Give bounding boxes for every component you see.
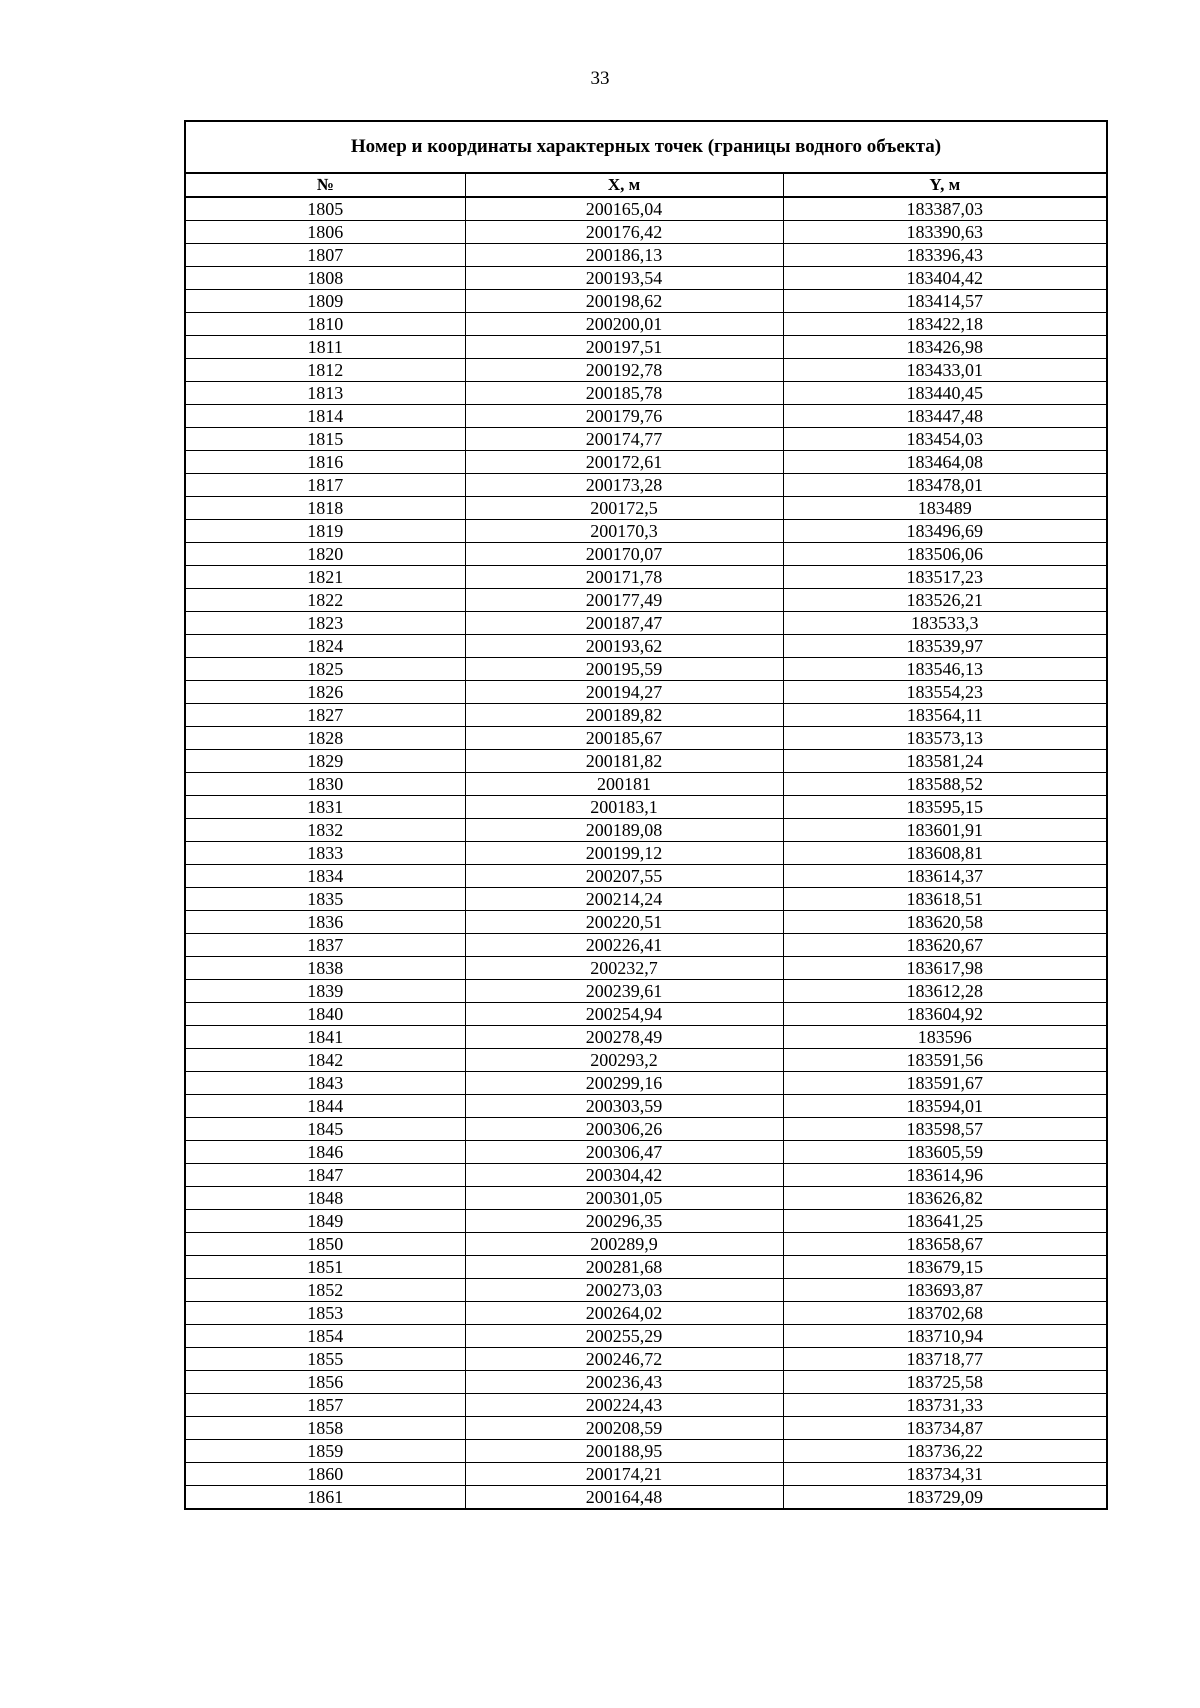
y-coordinate-cell: 183617,98	[783, 957, 1107, 980]
point-number-cell: 1850	[185, 1233, 465, 1256]
x-coordinate-cell: 200289,9	[465, 1233, 783, 1256]
x-coordinate-cell: 200239,61	[465, 980, 783, 1003]
y-coordinate-cell: 183693,87	[783, 1279, 1107, 1302]
x-coordinate-cell: 200186,13	[465, 244, 783, 267]
point-number-cell: 1807	[185, 244, 465, 267]
column-header-y: Y, м	[783, 173, 1107, 197]
y-coordinate-cell: 183422,18	[783, 313, 1107, 336]
y-coordinate-cell: 183598,57	[783, 1118, 1107, 1141]
table-row	[185, 911, 1107, 934]
point-number-cell: 1860	[185, 1463, 465, 1486]
x-coordinate-cell: 200164,48	[465, 1486, 783, 1510]
y-coordinate-cell: 183396,43	[783, 244, 1107, 267]
table-row	[185, 635, 1107, 658]
table-row	[185, 1233, 1107, 1256]
column-header-x: X, м	[465, 173, 783, 197]
point-number-cell: 1849	[185, 1210, 465, 1233]
x-coordinate-cell: 200224,43	[465, 1394, 783, 1417]
x-coordinate-cell: 200192,78	[465, 359, 783, 382]
y-coordinate-cell: 183596	[783, 1026, 1107, 1049]
x-coordinate-cell: 200200,01	[465, 313, 783, 336]
point-number-cell: 1838	[185, 957, 465, 980]
x-coordinate-cell: 200176,42	[465, 221, 783, 244]
x-coordinate-cell: 200236,43	[465, 1371, 783, 1394]
x-coordinate-cell: 200303,59	[465, 1095, 783, 1118]
point-number-cell: 1840	[185, 1003, 465, 1026]
table-row	[185, 1417, 1107, 1440]
table-row	[185, 336, 1107, 359]
x-coordinate-cell: 200232,7	[465, 957, 783, 980]
x-coordinate-cell: 200172,61	[465, 451, 783, 474]
x-coordinate-cell: 200177,49	[465, 589, 783, 612]
table-row	[185, 1325, 1107, 1348]
table-row	[185, 1348, 1107, 1371]
x-coordinate-cell: 200181,82	[465, 750, 783, 773]
y-coordinate-cell: 183612,28	[783, 980, 1107, 1003]
table-row	[185, 957, 1107, 980]
table-row	[185, 727, 1107, 750]
x-coordinate-cell: 200172,5	[465, 497, 783, 520]
table-row	[185, 1187, 1107, 1210]
y-coordinate-cell: 183489	[783, 497, 1107, 520]
y-coordinate-cell: 183440,45	[783, 382, 1107, 405]
table-row	[185, 359, 1107, 382]
table-row	[185, 773, 1107, 796]
table-body	[185, 197, 1107, 1509]
table-row	[185, 1141, 1107, 1164]
x-coordinate-cell: 200170,3	[465, 520, 783, 543]
point-number-cell: 1854	[185, 1325, 465, 1348]
table-row	[185, 451, 1107, 474]
point-number-cell: 1861	[185, 1486, 465, 1510]
table-row	[185, 221, 1107, 244]
x-coordinate-cell: 200299,16	[465, 1072, 783, 1095]
x-coordinate-cell: 200246,72	[465, 1348, 783, 1371]
point-number-cell: 1811	[185, 336, 465, 359]
point-number-cell: 1816	[185, 451, 465, 474]
table-row	[185, 1072, 1107, 1095]
x-coordinate-cell: 200197,51	[465, 336, 783, 359]
y-coordinate-cell: 183496,69	[783, 520, 1107, 543]
x-coordinate-cell: 200273,03	[465, 1279, 783, 1302]
x-coordinate-cell: 200293,2	[465, 1049, 783, 1072]
table-row	[185, 497, 1107, 520]
y-coordinate-cell: 183564,11	[783, 704, 1107, 727]
y-coordinate-cell: 183591,56	[783, 1049, 1107, 1072]
table-row	[185, 1486, 1107, 1510]
table-row	[185, 842, 1107, 865]
x-coordinate-cell: 200171,78	[465, 566, 783, 589]
point-number-cell: 1832	[185, 819, 465, 842]
table-row	[185, 543, 1107, 566]
point-number-cell: 1828	[185, 727, 465, 750]
table-row	[185, 1463, 1107, 1486]
point-number-cell: 1818	[185, 497, 465, 520]
x-coordinate-cell: 200194,27	[465, 681, 783, 704]
point-number-cell: 1826	[185, 681, 465, 704]
point-number-cell: 1843	[185, 1072, 465, 1095]
y-coordinate-cell: 183702,68	[783, 1302, 1107, 1325]
point-number-cell: 1841	[185, 1026, 465, 1049]
y-coordinate-cell: 183581,24	[783, 750, 1107, 773]
table-row	[185, 474, 1107, 497]
point-number-cell: 1845	[185, 1118, 465, 1141]
point-number-cell: 1858	[185, 1417, 465, 1440]
y-coordinate-cell: 183658,67	[783, 1233, 1107, 1256]
y-coordinate-cell: 183725,58	[783, 1371, 1107, 1394]
point-number-cell: 1830	[185, 773, 465, 796]
table-row	[185, 1302, 1107, 1325]
y-coordinate-cell: 183588,52	[783, 773, 1107, 796]
point-number-cell: 1814	[185, 405, 465, 428]
table-row	[185, 244, 1107, 267]
table-row	[185, 589, 1107, 612]
point-number-cell: 1852	[185, 1279, 465, 1302]
point-number-cell: 1806	[185, 221, 465, 244]
table-row	[185, 1049, 1107, 1072]
x-coordinate-cell: 200165,04	[465, 197, 783, 221]
point-number-cell: 1805	[185, 197, 465, 221]
x-coordinate-cell: 200207,55	[465, 865, 783, 888]
y-coordinate-cell: 183554,23	[783, 681, 1107, 704]
x-coordinate-cell: 200189,08	[465, 819, 783, 842]
y-coordinate-cell: 183390,63	[783, 221, 1107, 244]
y-coordinate-cell: 183414,57	[783, 290, 1107, 313]
y-coordinate-cell: 183533,3	[783, 612, 1107, 635]
table-title-row	[185, 121, 1107, 173]
table-row	[185, 612, 1107, 635]
table-row	[185, 1095, 1107, 1118]
table-row	[185, 658, 1107, 681]
table-row	[185, 428, 1107, 451]
y-coordinate-cell: 183626,82	[783, 1187, 1107, 1210]
x-coordinate-cell: 200174,77	[465, 428, 783, 451]
y-coordinate-cell: 183710,94	[783, 1325, 1107, 1348]
x-coordinate-cell: 200188,95	[465, 1440, 783, 1463]
point-number-cell: 1846	[185, 1141, 465, 1164]
x-coordinate-cell: 200255,29	[465, 1325, 783, 1348]
y-coordinate-cell: 183478,01	[783, 474, 1107, 497]
table-row	[185, 934, 1107, 957]
y-coordinate-cell: 183614,96	[783, 1164, 1107, 1187]
x-coordinate-cell: 200193,62	[465, 635, 783, 658]
table-row	[185, 681, 1107, 704]
table-row	[185, 1210, 1107, 1233]
y-coordinate-cell: 183591,67	[783, 1072, 1107, 1095]
point-number-cell: 1831	[185, 796, 465, 819]
y-coordinate-cell: 183729,09	[783, 1486, 1107, 1510]
x-coordinate-cell: 200195,59	[465, 658, 783, 681]
x-coordinate-cell: 200173,28	[465, 474, 783, 497]
y-coordinate-cell: 183595,15	[783, 796, 1107, 819]
point-number-cell: 1823	[185, 612, 465, 635]
y-coordinate-cell: 183601,91	[783, 819, 1107, 842]
table-row	[185, 1256, 1107, 1279]
x-coordinate-cell: 200179,76	[465, 405, 783, 428]
point-number-cell: 1853	[185, 1302, 465, 1325]
point-number-cell: 1827	[185, 704, 465, 727]
x-coordinate-cell: 200304,42	[465, 1164, 783, 1187]
y-coordinate-cell: 183679,15	[783, 1256, 1107, 1279]
y-coordinate-cell: 183604,92	[783, 1003, 1107, 1026]
y-coordinate-cell: 183539,97	[783, 635, 1107, 658]
y-coordinate-cell: 183546,13	[783, 658, 1107, 681]
point-number-cell: 1821	[185, 566, 465, 589]
point-number-cell: 1808	[185, 267, 465, 290]
x-coordinate-cell: 200208,59	[465, 1417, 783, 1440]
table-row	[185, 405, 1107, 428]
y-coordinate-cell: 183387,03	[783, 197, 1107, 221]
y-coordinate-cell: 183594,01	[783, 1095, 1107, 1118]
x-coordinate-cell: 200199,12	[465, 842, 783, 865]
table-row	[185, 1164, 1107, 1187]
y-coordinate-cell: 183608,81	[783, 842, 1107, 865]
point-number-cell: 1842	[185, 1049, 465, 1072]
y-coordinate-cell: 183734,31	[783, 1463, 1107, 1486]
x-coordinate-cell: 200220,51	[465, 911, 783, 934]
point-number-cell: 1836	[185, 911, 465, 934]
y-coordinate-cell: 183734,87	[783, 1417, 1107, 1440]
x-coordinate-cell: 200306,47	[465, 1141, 783, 1164]
y-coordinate-cell: 183605,59	[783, 1141, 1107, 1164]
x-coordinate-cell: 200198,62	[465, 290, 783, 313]
point-number-cell: 1822	[185, 589, 465, 612]
y-coordinate-cell: 183447,48	[783, 405, 1107, 428]
point-number-cell: 1833	[185, 842, 465, 865]
x-coordinate-cell: 200170,07	[465, 543, 783, 566]
y-coordinate-cell: 183620,67	[783, 934, 1107, 957]
table-row	[185, 1279, 1107, 1302]
point-number-cell: 1851	[185, 1256, 465, 1279]
y-coordinate-cell: 183517,23	[783, 566, 1107, 589]
x-coordinate-cell: 200189,82	[465, 704, 783, 727]
column-header-number: №	[185, 173, 465, 197]
x-coordinate-cell: 200264,02	[465, 1302, 783, 1325]
y-coordinate-cell: 183433,01	[783, 359, 1107, 382]
y-coordinate-cell: 183526,21	[783, 589, 1107, 612]
point-number-cell: 1848	[185, 1187, 465, 1210]
table-row	[185, 520, 1107, 543]
x-coordinate-cell: 200306,26	[465, 1118, 783, 1141]
table-row	[185, 313, 1107, 336]
point-number-cell: 1820	[185, 543, 465, 566]
y-coordinate-cell: 183506,06	[783, 543, 1107, 566]
y-coordinate-cell: 183614,37	[783, 865, 1107, 888]
point-number-cell: 1815	[185, 428, 465, 451]
y-coordinate-cell: 183464,08	[783, 451, 1107, 474]
table-row	[185, 382, 1107, 405]
point-number-cell: 1817	[185, 474, 465, 497]
table-row	[185, 865, 1107, 888]
table-row	[185, 888, 1107, 911]
x-coordinate-cell: 200187,47	[465, 612, 783, 635]
point-number-cell: 1835	[185, 888, 465, 911]
x-coordinate-cell: 200183,1	[465, 796, 783, 819]
table-row	[185, 1026, 1107, 1049]
point-number-cell: 1844	[185, 1095, 465, 1118]
y-coordinate-cell: 183736,22	[783, 1440, 1107, 1463]
y-coordinate-cell: 183573,13	[783, 727, 1107, 750]
y-coordinate-cell: 183731,33	[783, 1394, 1107, 1417]
x-coordinate-cell: 200301,05	[465, 1187, 783, 1210]
y-coordinate-cell: 183404,42	[783, 267, 1107, 290]
x-coordinate-cell: 200278,49	[465, 1026, 783, 1049]
page-number: 33	[590, 68, 610, 89]
x-coordinate-cell: 200254,94	[465, 1003, 783, 1026]
table-row	[185, 1003, 1107, 1026]
y-coordinate-cell: 183620,58	[783, 911, 1107, 934]
point-number-cell: 1859	[185, 1440, 465, 1463]
point-number-cell: 1809	[185, 290, 465, 313]
point-number-cell: 1810	[185, 313, 465, 336]
point-number-cell: 1825	[185, 658, 465, 681]
y-coordinate-cell: 183454,03	[783, 428, 1107, 451]
y-coordinate-cell: 183641,25	[783, 1210, 1107, 1233]
x-coordinate-cell: 200226,41	[465, 934, 783, 957]
table-row	[185, 1118, 1107, 1141]
table-row	[185, 796, 1107, 819]
point-number-cell: 1813	[185, 382, 465, 405]
y-coordinate-cell: 183426,98	[783, 336, 1107, 359]
point-number-cell: 1855	[185, 1348, 465, 1371]
y-coordinate-cell: 183618,51	[783, 888, 1107, 911]
point-number-cell: 1834	[185, 865, 465, 888]
y-coordinate-cell: 183718,77	[783, 1348, 1107, 1371]
x-coordinate-cell: 200296,35	[465, 1210, 783, 1233]
table-title: Номер и координаты характерных точек (границы водного объекта)	[185, 121, 1107, 173]
point-number-cell: 1837	[185, 934, 465, 957]
x-coordinate-cell: 200174,21	[465, 1463, 783, 1486]
table-row	[185, 267, 1107, 290]
table-row	[185, 1371, 1107, 1394]
point-number-cell: 1812	[185, 359, 465, 382]
x-coordinate-cell: 200281,68	[465, 1256, 783, 1279]
table-row	[185, 290, 1107, 313]
table-row	[185, 566, 1107, 589]
table-header-row	[185, 173, 1107, 197]
point-number-cell: 1824	[185, 635, 465, 658]
table-row	[185, 1394, 1107, 1417]
table-row	[185, 704, 1107, 727]
table-row	[185, 197, 1107, 221]
point-number-cell: 1819	[185, 520, 465, 543]
x-coordinate-cell: 200181	[465, 773, 783, 796]
x-coordinate-cell: 200185,78	[465, 382, 783, 405]
x-coordinate-cell: 200193,54	[465, 267, 783, 290]
point-number-cell: 1856	[185, 1371, 465, 1394]
point-number-cell: 1839	[185, 980, 465, 1003]
point-number-cell: 1829	[185, 750, 465, 773]
table-row	[185, 750, 1107, 773]
table-row	[185, 1440, 1107, 1463]
table-row	[185, 980, 1107, 1003]
point-number-cell: 1857	[185, 1394, 465, 1417]
x-coordinate-cell: 200214,24	[465, 888, 783, 911]
x-coordinate-cell: 200185,67	[465, 727, 783, 750]
table-row	[185, 819, 1107, 842]
coordinates-table	[184, 120, 1108, 1510]
point-number-cell: 1847	[185, 1164, 465, 1187]
